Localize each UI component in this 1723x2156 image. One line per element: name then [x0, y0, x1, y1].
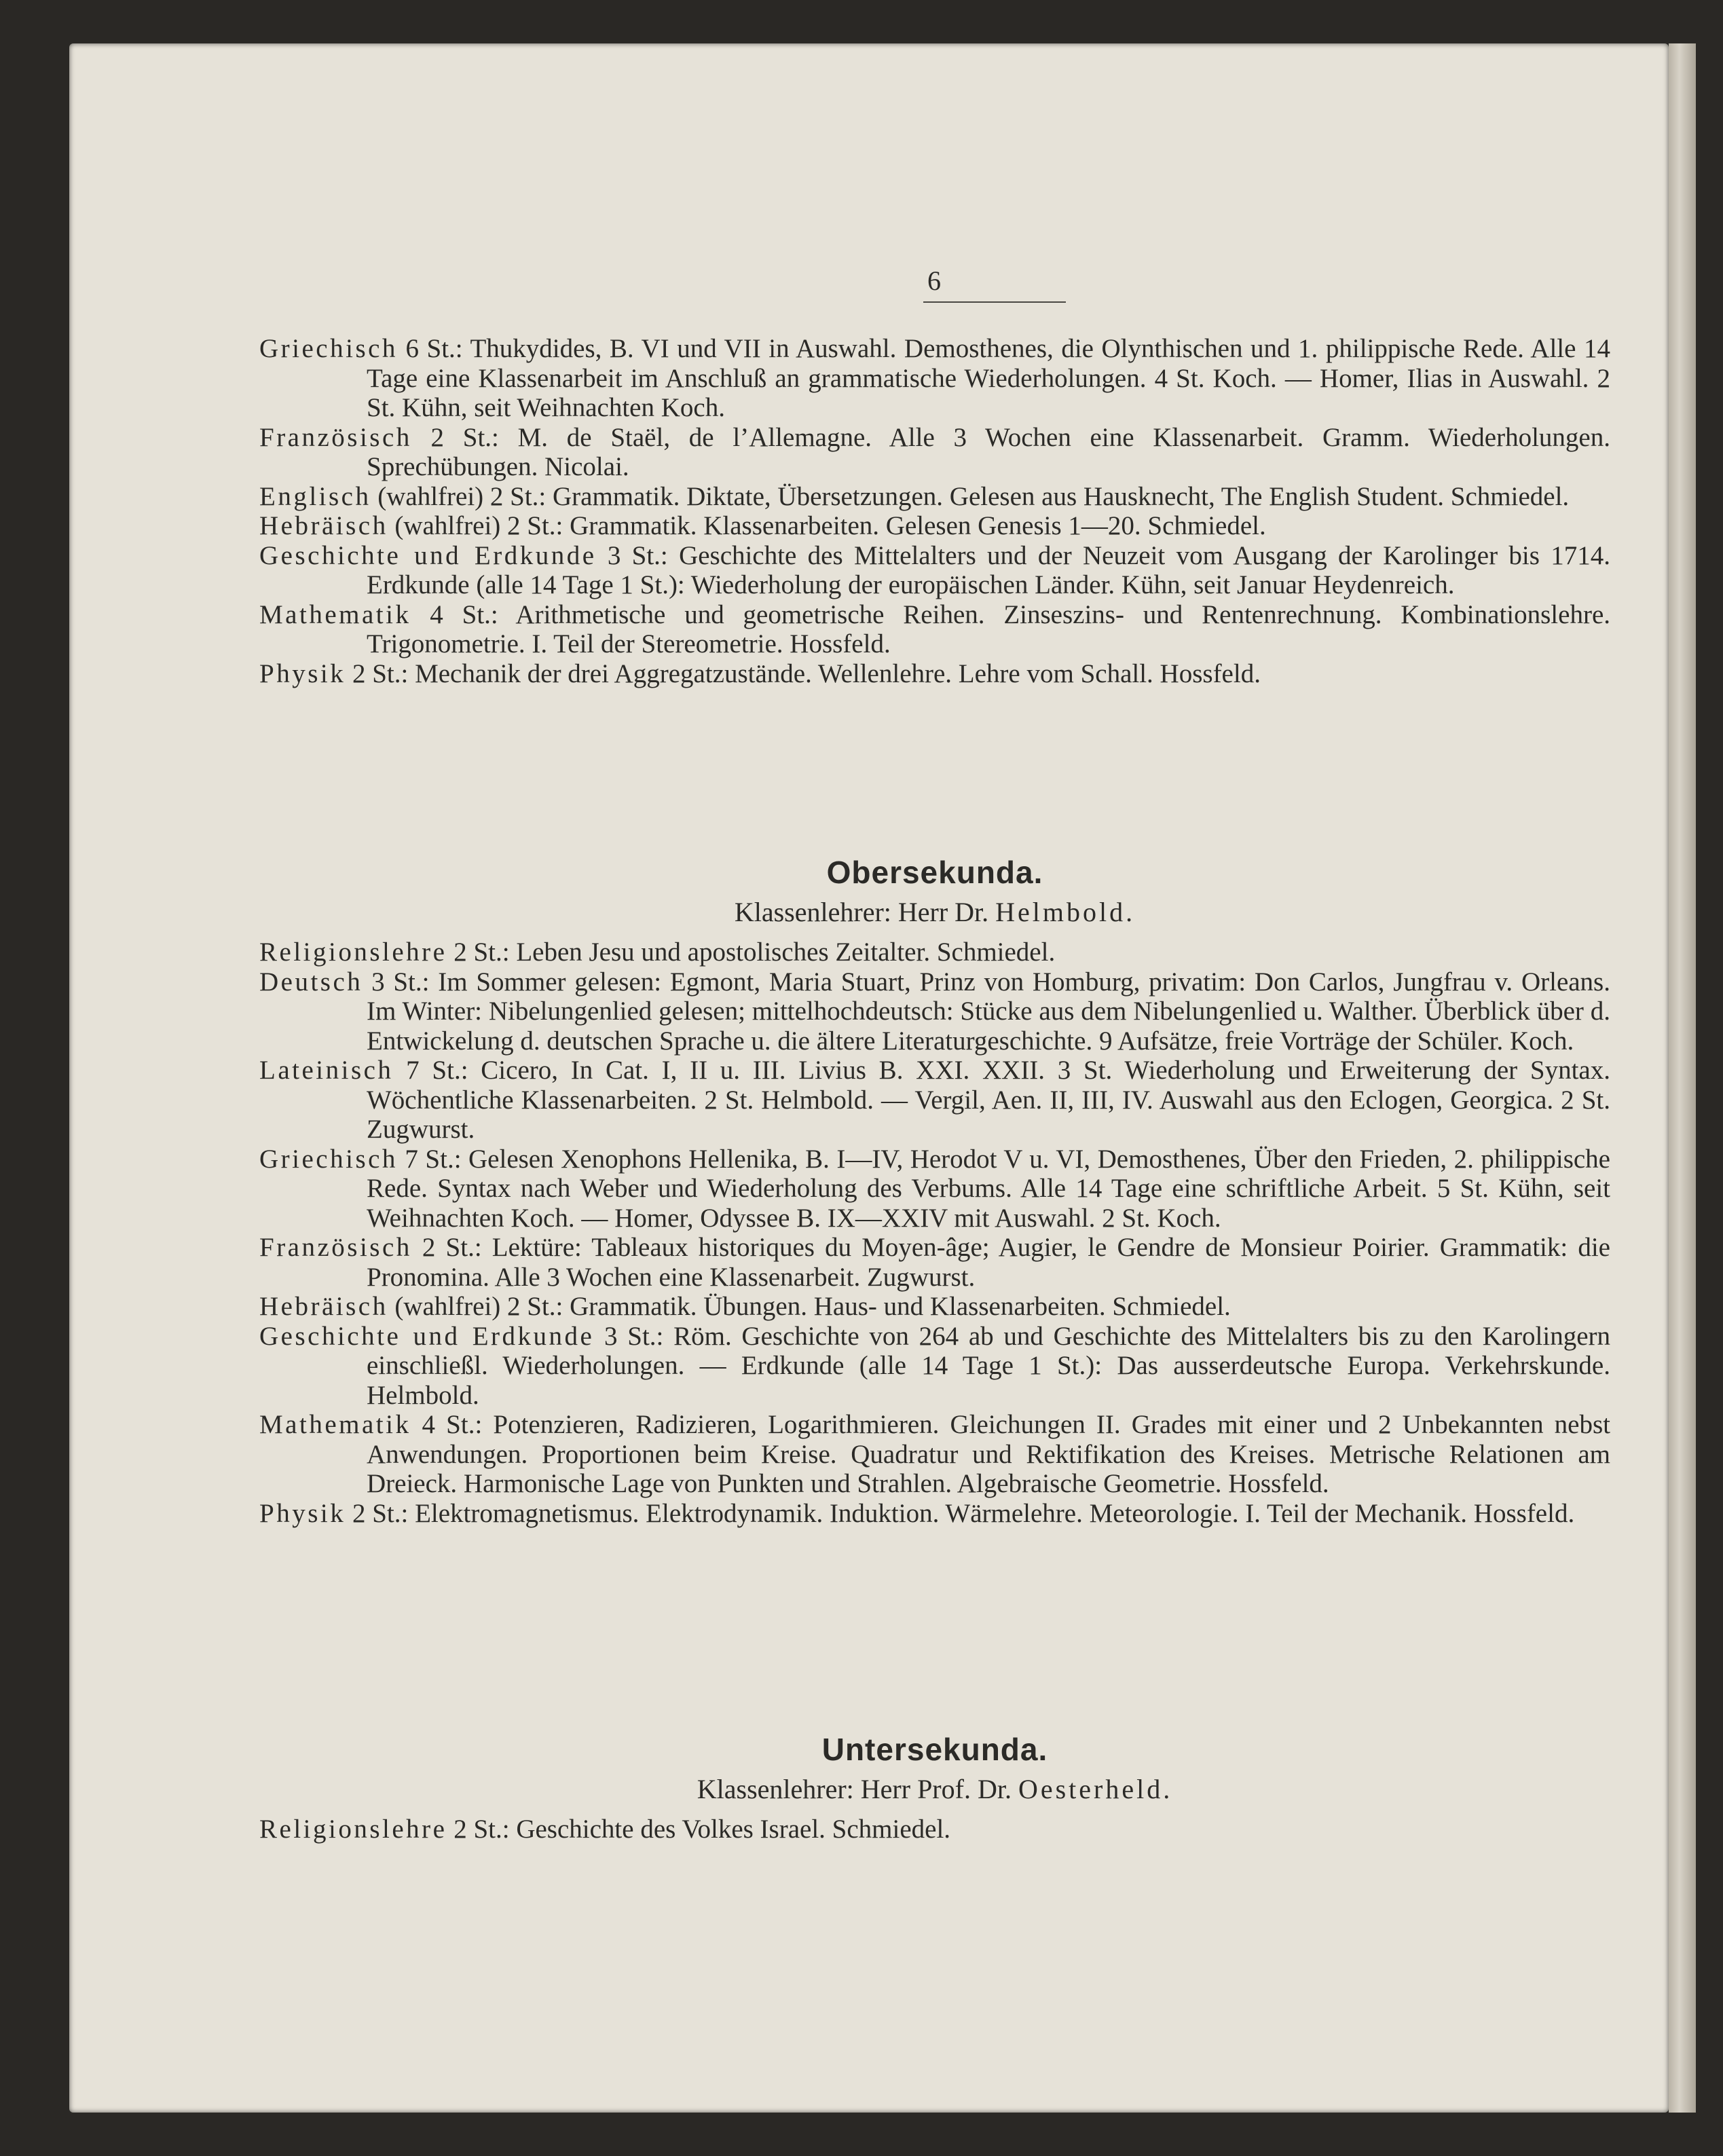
- entry-franzoesisch: Französisch 2 St.: Lektüre: Tableaux historiques du Moyen-âge; Augier, le Gendre de Monsieur Poirier. Grammatik: die Pronomina. Alle 3 Wochen eine Klassenarbeit. Zugwurst.: [259, 1233, 1610, 1292]
- entry-mathematik: Mathematik 4 St.: Potenzieren, Radizieren, Logarithmieren. Gleichungen II. Grades mit einer und 2 Unbekannten nebst Anwendungen. Proportionen beim Kreise. Quadratur und Rektifikation des Kreises. Metrische Relationen am Dreieck. Harmonische Lage von Punkten und Strahlen. Algebraische Geometrie. Hossfeld.: [259, 1410, 1610, 1498]
- section-untersekunda: [259, 1731, 1610, 1844]
- entry-griechisch: Griechisch 7 St.: Gelesen Xenophons Hellenika, B. I—IV, Herodot V u. VI, Demosthenes, Über den Frieden, 2. philippische Rede. Syntax nach Weber und Wiederholung des Verbums. Alle 14 Tage eine schriftliche Arbeit. 5 St. Kühn, seit Weihnachten Koch. — Homer, Odyssee B. IX—XXIV mit Auswahl. 2 St. Koch.: [259, 1144, 1610, 1233]
- entry-franzoesisch: Französisch 2 St.: M. de Staël, de l’Allemagne. Alle 3 Wochen eine Klassenarbeit. Gramm. Wiederholungen. Sprechübungen. Nicolai.: [259, 422, 1610, 481]
- page-edge: [1669, 43, 1696, 2113]
- entry-geschichte-erdkunde: Geschichte und Erdkunde 3 St.: Geschichte des Mittelalters und der Neuzeit vom Ausgang der Karolinger bis 1714. Erdkunde (alle 14 Tage 1 St.): Wiederholung der europäischen Länder. Kühn, seit Januar Heydenreich.: [259, 540, 1610, 599]
- entry-geschichte-erdkunde: Geschichte und Erdkunde 3 St.: Röm. Geschichte von 264 ab und Geschichte des Mittelalters bis zu den Karolingern einschließl. Wiederholungen. — Erdkunde (alle 14 Tage 1 St.): Das ausserdeutsche Europa. Verkehrskunde. Helmbold.: [259, 1321, 1610, 1410]
- section-previous-class: [259, 334, 1610, 688]
- entry-religionslehre: Religionslehre 2 St.: Geschichte des Volkes Israel. Schmiedel.: [259, 1815, 951, 1844]
- entry-griechisch: Griechisch 6 St.: Thukydides, B. VI und VII in Auswahl. Demosthenes, die Olynthischen und 1. philippische Rede. Alle 14 Tage eine Klassenarbeit im Anschluß an grammatische Wiederholungen. 4 St. Koch. — Homer, Ilias in Auswahl. 2 St. Kühn, seit Weihnachten Koch.: [259, 334, 1610, 422]
- entry-hebraeisch: Hebräisch (wahlfrei) 2 St.: Grammatik. Übungen. Haus- und Klassenarbeiten. Schmiedel.: [259, 1292, 1231, 1321]
- entry-englisch: Englisch (wahlfrei) 2 St.: Grammatik. Diktate, Übersetzungen. Gelesen aus Hausknecht, The English Student. Schmiedel.: [259, 481, 1570, 511]
- entry-hebraeisch: Hebräisch (wahlfrei) 2 St.: Grammatik. Klassenarbeiten. Gelesen Genesis 1—20. Schmiedel.: [259, 511, 1266, 540]
- entry-mathematik: Mathematik 4 St.: Arithmetische und geometrische Reihen. Zinseszins- und Rentenrechnung. Kombinationslehre. Trigonometrie. I. Teil der Stereometrie. Hossfeld.: [259, 599, 1610, 658]
- entry-religionslehre: Religionslehre 2 St.: Leben Jesu und apostolisches Zeitalter. Schmiedel.: [259, 937, 1056, 967]
- heading-untersekunda: Untersekunda.: [821, 1732, 1048, 1767]
- entry-physik: Physik 2 St.: Mechanik der drei Aggregatzustände. Wellenlehre. Lehre vom Schall. Hossfeld.: [259, 658, 1261, 688]
- page-number: 6: [927, 265, 942, 296]
- entry-physik: Physik 2 St.: Elektromagnetismus. Elektrodynamik. Induktion. Wärmelehre. Meteorologie. I. Teil der Mechanik. Hossfeld.: [259, 1498, 1575, 1528]
- class-teacher-untersekunda: Klassenlehrer: Herr Prof. Dr. Oesterheld.: [697, 1774, 1173, 1804]
- entry-lateinisch: Lateinisch 7 St.: Cicero, In Cat. I, II u. III. Livius B. XXI. XXII. 3 St. Wiederholung und Erweiterung der Syntax. Wöchentliche Klassenarbeiten. 2 St. Helmbold. — Vergil, Aen. II, III, IV. Auswahl aus den Eclogen, Georgica. 2 St. Zugwurst.: [259, 1056, 1610, 1144]
- class-teacher-obersekunda: Klassenlehrer: Herr Dr. Helmbold.: [734, 897, 1136, 927]
- page-number-rule: [923, 301, 1066, 303]
- section-obersekunda: [259, 854, 1610, 1528]
- heading-obersekunda: Obersekunda.: [826, 855, 1043, 890]
- entry-deutsch: Deutsch 3 St.: Im Sommer gelesen: Egmont, Maria Stuart, Prinz von Homburg, privatim: Don Carlos, Jungfrau v. Orleans. Im Winter: Nibelungenlied gelesen; mittelhochdeutsch: Stücke aus dem Nibelungenlied u. Walther. Überblick über d. Entwickelung d. deutschen Sprache u. die ältere Literaturgeschichte. 9 Aufsätze, freie Vorträge der Schüler. Koch.: [259, 967, 1610, 1056]
